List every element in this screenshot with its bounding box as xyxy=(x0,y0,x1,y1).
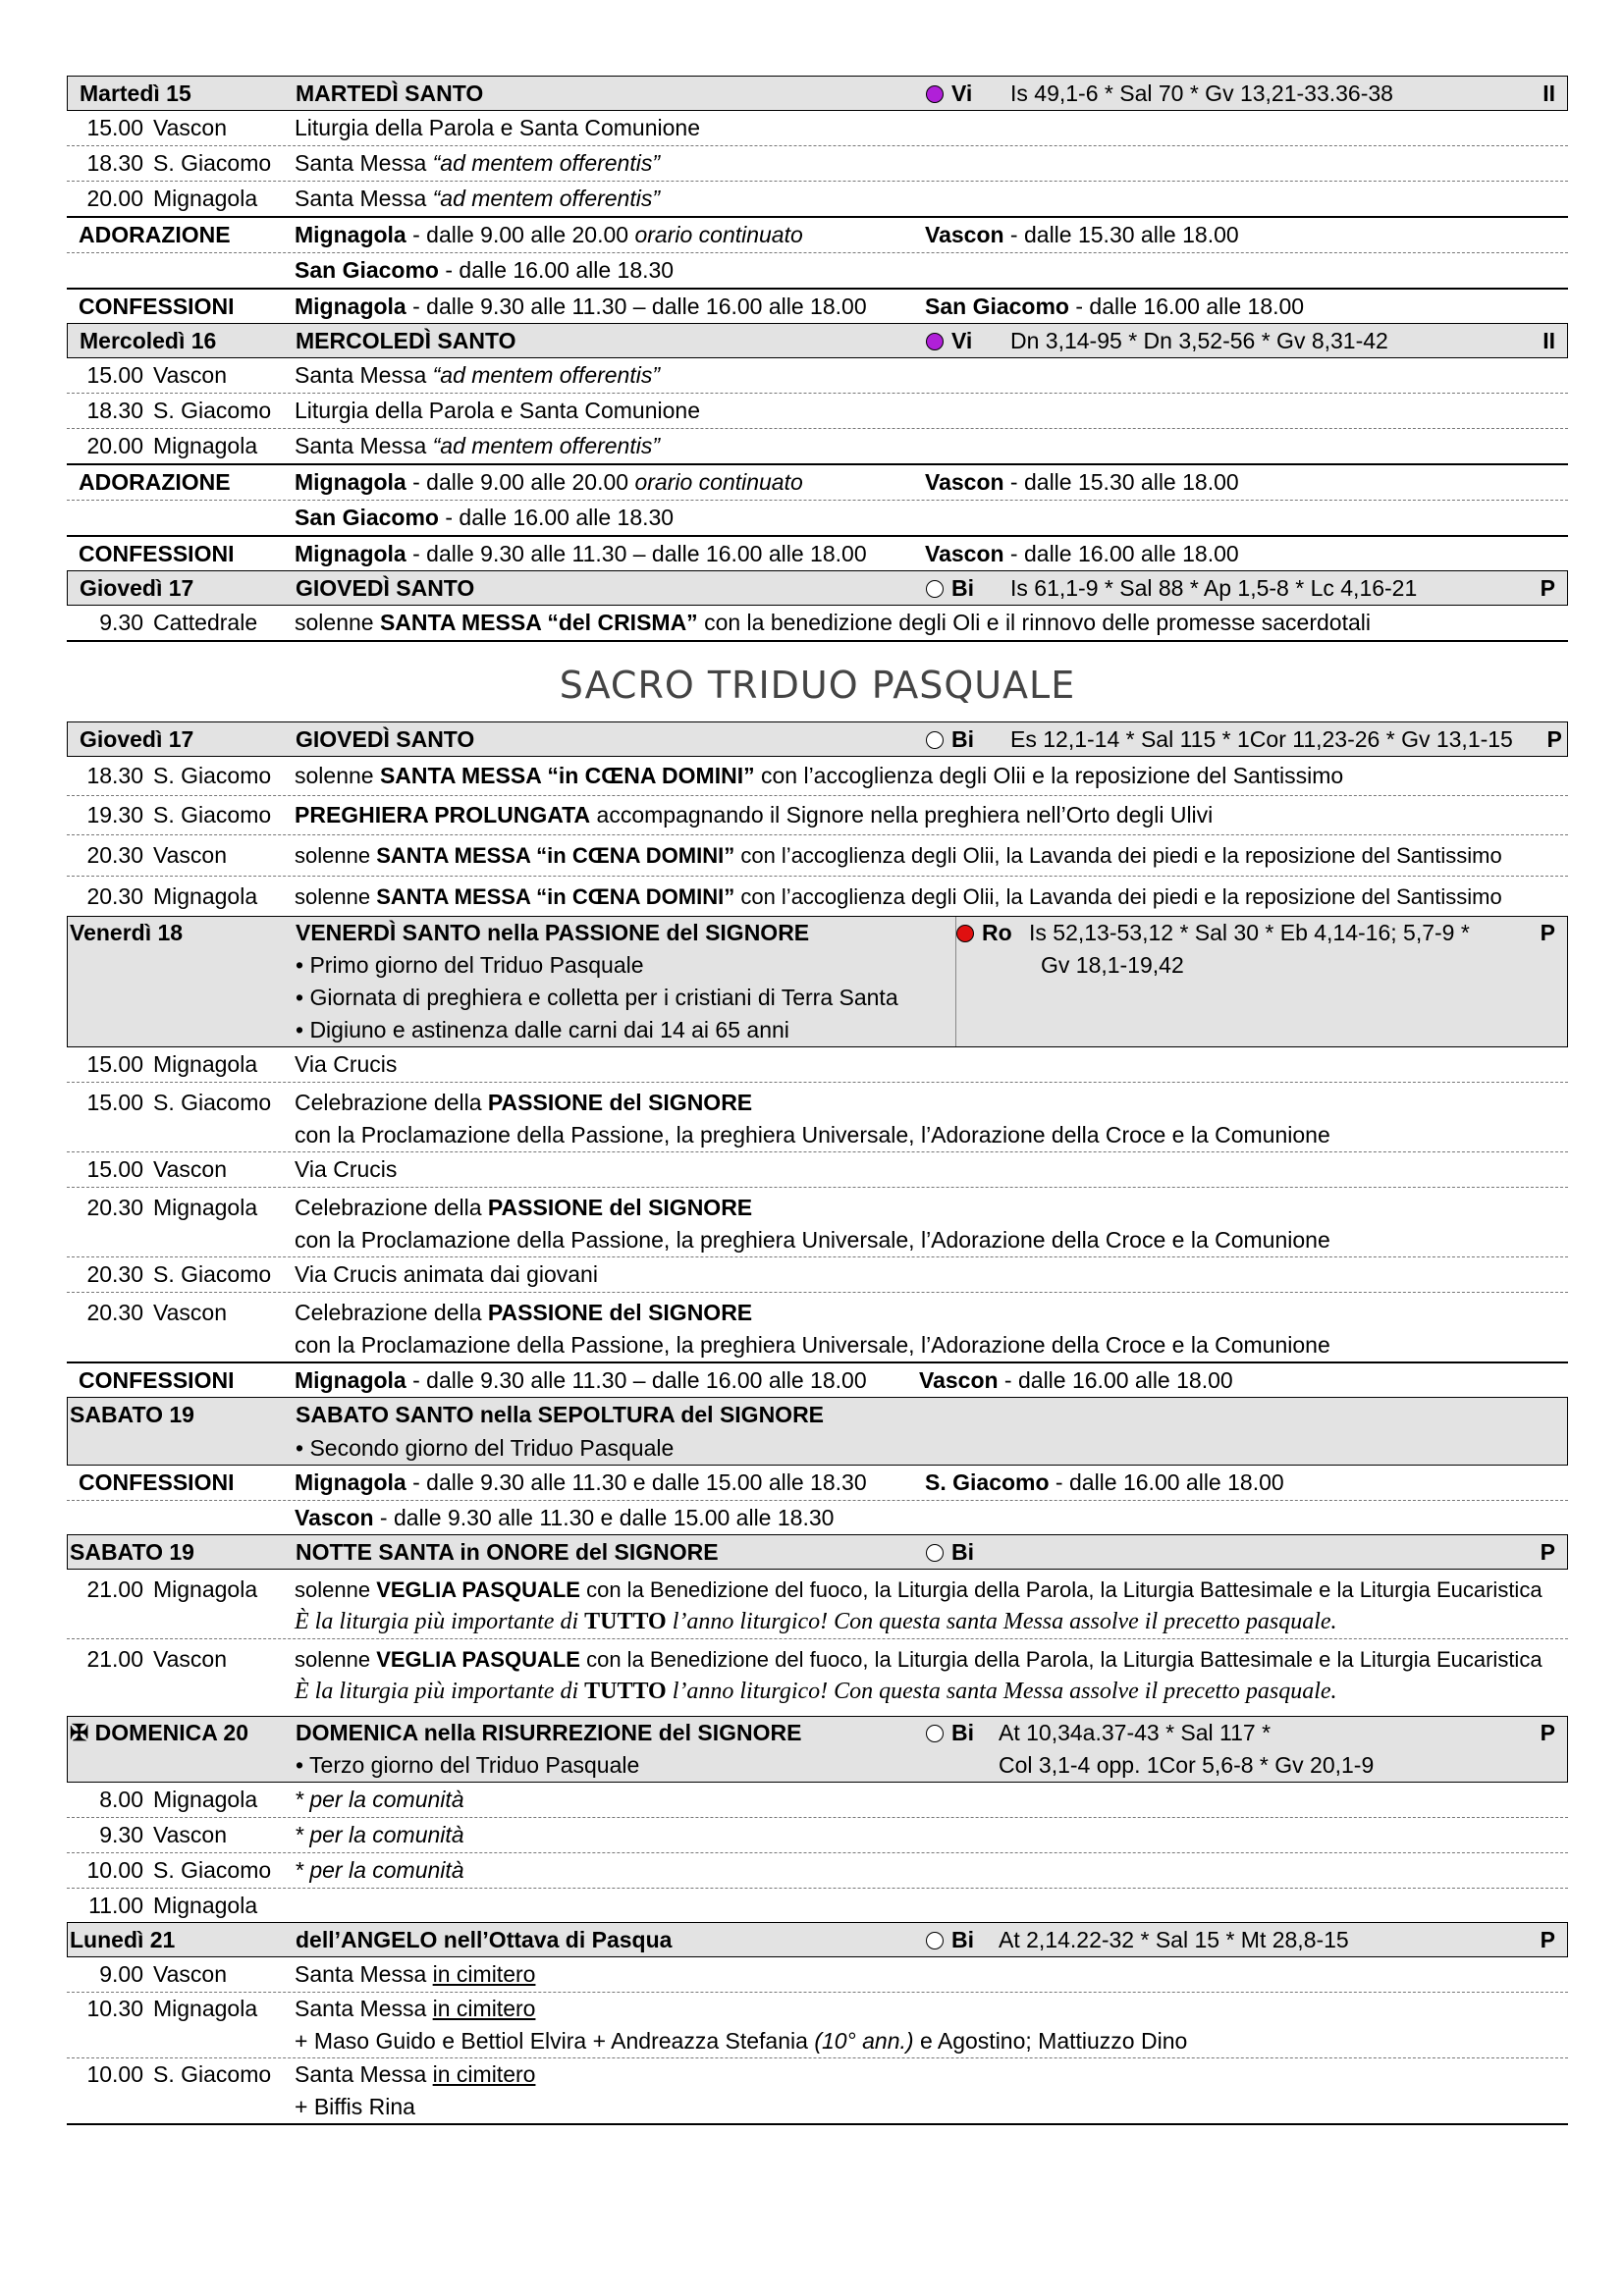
adoration-place: Vascon xyxy=(925,222,1004,247)
event-title: PREGHIERA PROLUNGATA xyxy=(295,802,591,828)
mass-intention: * per la comunità xyxy=(295,1857,464,1883)
liturgical-color: Bi xyxy=(951,1539,974,1565)
red-color-dot-icon xyxy=(956,925,974,942)
liturgical-color: Ro xyxy=(982,920,1012,945)
adoration-time: - dalle 9.00 alle 20.00 xyxy=(406,469,635,495)
adoration-time: - dalle 16.00 alle 18.30 xyxy=(438,505,675,530)
adoration-time: - dalle 15.30 alle 18.00 xyxy=(1003,469,1239,495)
event-title: PASSIONE del SIGNORE xyxy=(487,1195,753,1220)
confessions-label: CONFESSIONI xyxy=(79,1469,235,1495)
confession-place: San Giacomo xyxy=(925,294,1069,319)
event-place: Mignagola xyxy=(153,1996,258,2021)
event-row xyxy=(67,1889,1568,1923)
day-note: • Secondo giorno del Triduo Pasquale xyxy=(296,1435,675,1461)
day-label: Lunedì 21 xyxy=(70,1927,176,1952)
liturgical-color: Vi xyxy=(951,328,973,353)
day-header-friday xyxy=(67,916,1568,1047)
readings: Col 3,1-4 opp. 1Cor 5,6-8 * Gv 20,1-9 xyxy=(999,1752,1375,1778)
event-detail: con la Proclamazione della Passione, la preghiera Universale, l’Adorazione della Croce e la Comunione xyxy=(295,1227,1330,1253)
confession-time: - dalle 9.30 alle 11.30 e dalle 15.00 alle 18.30 xyxy=(406,1469,867,1495)
event-place: Vascon xyxy=(153,842,228,868)
confessions-row xyxy=(67,1363,1568,1398)
confessions-row xyxy=(67,537,1568,571)
liturgical-color: Bi xyxy=(951,726,974,752)
event-place: Cattedrale xyxy=(153,610,258,635)
event-row xyxy=(67,429,1568,465)
readings: Is 52,13-53,12 * Sal 30 * Eb 4,14-16; 5,7-9 * xyxy=(1029,920,1470,945)
event-text: Liturgia della Parola e Santa Comunione xyxy=(295,115,700,140)
day-header-tuesday xyxy=(67,76,1568,111)
event-title: PASSIONE del SIGNORE xyxy=(487,1090,753,1115)
event-text: Via Crucis animata dai giovani xyxy=(295,1261,598,1287)
event-title: SANTA MESSA “in CŒNA DOMINI” xyxy=(376,884,735,909)
white-color-dot-icon xyxy=(926,1725,944,1742)
mass-intention: * per la comunità xyxy=(295,1822,464,1847)
event-detail: con la Proclamazione della Passione, la preghiera Universale, l’Adorazione della Croce e la Comunione xyxy=(295,1122,1330,1148)
adoration-row xyxy=(67,253,1568,290)
confessions-label: CONFESSIONI xyxy=(79,1367,235,1393)
event-text: Via Crucis xyxy=(295,1156,398,1182)
event-row: 21.00 Mignagola solenne VEGLIA PASQUALE con la Benedizione del fuoco, la Liturgia della Parola, la Liturgia Battesimale e la Liturgia Eucaristica È la liturgia più importante di TUTTO l’anno liturgico! Con questa santa Messa assolve il precetto pasquale. xyxy=(67,1570,1568,1639)
event-place: Mignagola xyxy=(153,1195,258,1220)
mass-intention: “ad mentem offerentis” xyxy=(432,362,661,388)
event-time: 15.00 xyxy=(86,362,143,388)
event-row xyxy=(67,1047,1568,1083)
adoration-time: - dalle 9.00 alle 20.00 xyxy=(406,222,635,247)
confessions-label: CONFESSIONI xyxy=(79,294,235,319)
feast-title: DOMENICA nella RISURREZIONE del SIGNORE xyxy=(296,1720,802,1745)
confession-place: Mignagola xyxy=(295,541,406,566)
event-row xyxy=(67,1783,1568,1818)
event-title: SANTA MESSA “in CŒNA DOMINI” xyxy=(379,763,755,788)
psalter-week: P xyxy=(1540,575,1555,601)
event-time: 15.00 xyxy=(86,1090,143,1115)
day-note: • Digiuno e astinenza dalle carni dai 14 ai 65 anni xyxy=(296,1017,789,1042)
event-place: S. Giacomo xyxy=(153,1857,272,1883)
readings: At 10,34a.37-43 * Sal 117 * xyxy=(999,1720,1272,1745)
white-color-dot-icon xyxy=(926,1544,944,1562)
event-text: Santa Messa xyxy=(295,362,427,388)
event-text: Santa Messa xyxy=(295,2061,433,2087)
event-place: S. Giacomo xyxy=(153,1261,272,1287)
event-text: Santa Messa xyxy=(295,433,427,458)
feast-title: GIOVEDÌ SANTO xyxy=(296,575,475,601)
feast-title: NOTTE SANTA in ONORE del SIGNORE xyxy=(296,1539,719,1565)
event-time: 8.00 xyxy=(99,1787,143,1812)
liturgical-color: Bi xyxy=(951,575,974,601)
readings: Gv 18,1-19,42 xyxy=(1041,952,1184,978)
event-row: 18.30 S. Giacomo solenne SANTA MESSA “in CŒNA DOMINI” con l’accoglienza degli Olii e la reposizione del Santissimo xyxy=(67,757,1568,796)
confession-time: - dalle 9.30 alle 11.30 – dalle 16.00 alle 18.00 xyxy=(406,1367,867,1393)
event-row xyxy=(67,146,1568,182)
readings: Is 61,1-9 * Sal 88 * Ap 1,5-8 * Lc 4,16-21 xyxy=(1010,575,1418,601)
event-place: S. Giacomo xyxy=(153,150,272,176)
adoration-place: Vascon xyxy=(925,469,1004,495)
confession-place: Mignagola xyxy=(295,1469,406,1495)
psalter-week: II xyxy=(1543,80,1555,106)
feast-title: SABATO SANTO nella SEPOLTURA del SIGNORE xyxy=(296,1402,825,1427)
event-row xyxy=(67,1818,1568,1853)
confession-time: - dalle 9.30 alle 11.30 – dalle 16.00 alle 18.00 xyxy=(406,541,867,566)
event-text: Santa Messa xyxy=(295,186,427,211)
event-row xyxy=(67,1257,1568,1293)
event-row: 20.30 Mignagola Celebrazione della PASSIONE del SIGNORE con la Proclamazione della Passione, la preghiera Universale, l’Adorazione della Croce e la Comunione xyxy=(67,1188,1568,1257)
adoration-label: ADORAZIONE xyxy=(79,469,231,495)
violet-color-dot-icon xyxy=(926,333,944,350)
adoration-place: Mignagola xyxy=(295,222,406,247)
event-place: Vascon xyxy=(153,1961,228,1987)
event-row: 10.30 Mignagola Santa Messa in cimitero + Maso Guido e Bettiol Elvira + Andreazza Stefania (10° ann.) e Agostino; Mattiuzzo Dino xyxy=(67,1993,1568,2058)
adoration-time: - dalle 16.00 alle 18.30 xyxy=(438,257,675,283)
psalter-week: P xyxy=(1540,1720,1555,1745)
day-note: • Terzo giorno del Triduo Pasquale xyxy=(296,1752,640,1778)
event-time: 18.30 xyxy=(86,150,143,176)
day-header-holy-night xyxy=(67,1534,1568,1570)
event-place: Vascon xyxy=(153,1822,228,1847)
adoration-row xyxy=(67,465,1568,501)
day-header-wednesday xyxy=(67,323,1568,358)
event-place: Mignagola xyxy=(153,433,258,458)
day-label: Martedì 15 xyxy=(80,80,191,106)
event-place: Mignagola xyxy=(153,1787,258,1812)
white-color-dot-icon xyxy=(926,1932,944,1949)
confession-place: Vascon xyxy=(925,541,1004,566)
confession-place: S. Giacomo xyxy=(925,1469,1050,1495)
event-time: 15.00 xyxy=(86,115,143,140)
day-header-thursday xyxy=(67,721,1568,757)
event-time: 20.30 xyxy=(86,1195,143,1220)
adoration-note: orario continuato xyxy=(634,222,803,247)
day-note: • Giornata di preghiera e colletta per i cristiani di Terra Santa xyxy=(296,985,898,1010)
event-time: 18.30 xyxy=(86,763,143,788)
day-label: Venerdì 18 xyxy=(70,920,184,945)
event-time: 20.30 xyxy=(86,1300,143,1325)
liturgical-color: Vi xyxy=(951,80,973,106)
day-label: Giovedì 17 xyxy=(80,726,194,752)
confessions-label: CONFESSIONI xyxy=(79,541,235,566)
confessions-row xyxy=(67,1501,1568,1535)
event-time: 20.30 xyxy=(86,883,143,909)
day-header-sunday xyxy=(67,1716,1568,1783)
event-row: 21.00 Vascon solenne VEGLIA PASQUALE con la Benedizione del fuoco, la Liturgia della Parola, la Liturgia Battesimale e la Liturgia Eucaristica È la liturgia più importante di TUTTO l’anno liturgico! Con questa santa Messa assolve il precetto pasquale. xyxy=(67,1639,1568,1708)
event-row: 20.30 Mignagola solenne SANTA MESSA “in CŒNA DOMINI” con l’accoglienza degli Olii, la Lavanda dei piedi e la reposizione del Santissimo xyxy=(67,877,1568,917)
event-row: 15.00 S. Giacomo Celebrazione della PASSIONE del SIGNORE con la Proclamazione della Passione, la preghiera Universale, l’Adorazione della Croce e la Comunione xyxy=(67,1083,1568,1152)
psalter-week: P xyxy=(1540,920,1555,945)
event-title: SANTA MESSA “del CRISMA” xyxy=(379,610,698,635)
event-text: Santa Messa xyxy=(295,1961,433,1987)
event-time: 9.30 xyxy=(99,610,143,635)
event-time: 10.00 xyxy=(86,1857,143,1883)
event-row xyxy=(67,1957,1568,1993)
event-place: Vascon xyxy=(153,362,228,388)
confession-time: - dalle 16.00 alle 18.00 xyxy=(1049,1469,1284,1495)
event-place: S. Giacomo xyxy=(153,802,272,828)
day-label: DOMENICA 20 xyxy=(94,1720,249,1745)
adoration-place: San Giacomo xyxy=(295,505,439,530)
event-place: Vascon xyxy=(153,1156,228,1182)
confession-time: - dalle 9.30 alle 11.30 – dalle 16.00 alle 18.00 xyxy=(406,294,867,319)
event-time: 20.00 xyxy=(86,433,143,458)
event-place: Mignagola xyxy=(153,1893,258,1918)
event-time: 9.00 xyxy=(99,1961,143,1987)
event-time: 10.30 xyxy=(86,1996,143,2021)
psalter-week: P xyxy=(1540,1539,1555,1565)
liturgical-color: Bi xyxy=(951,1927,974,1952)
event-time: 9.30 xyxy=(99,1822,143,1847)
feast-title: dell’ANGELO nell’Ottava di Pasqua xyxy=(296,1927,673,1952)
deceased-names: + Biffis Rina xyxy=(295,2094,415,2119)
event-place: Mignagola xyxy=(153,1051,258,1077)
event-row xyxy=(67,358,1568,394)
event-row xyxy=(67,182,1568,218)
day-header-monday xyxy=(67,1922,1568,1957)
liturgical-color: Bi xyxy=(951,1720,974,1745)
event-row xyxy=(67,2058,1568,2125)
day-label: SABATO 19 xyxy=(70,1539,194,1565)
adoration-place: San Giacomo xyxy=(295,257,439,283)
adoration-label: ADORAZIONE xyxy=(79,222,231,247)
event-time: 18.30 xyxy=(86,398,143,423)
mass-intention: “ad mentem offerentis” xyxy=(432,150,661,176)
event-row: 9.30 Cattedrale solenne SANTA MESSA “del CRISMA” con la benedizione degli Oli e il rinnovo delle promesse sacerdotali xyxy=(67,606,1568,642)
confession-place: Mignagola xyxy=(295,1367,406,1393)
event-place: Mignagola xyxy=(153,1576,258,1602)
cross-icon: ✠ xyxy=(70,1720,89,1745)
mass-intention: “ad mentem offerentis” xyxy=(432,433,661,458)
psalter-week: P xyxy=(1540,1927,1555,1952)
day-label: Giovedì 17 xyxy=(80,575,194,601)
day-label: SABATO 19 xyxy=(70,1402,194,1427)
confession-place: Vascon xyxy=(295,1505,374,1530)
psalter-week: II xyxy=(1543,328,1555,353)
event-time: 20.30 xyxy=(86,842,143,868)
event-location: in cimitero xyxy=(432,2061,536,2087)
mass-intention: “ad mentem offerentis” xyxy=(432,186,661,211)
readings: At 2,14.22-32 * Sal 15 * Mt 28,8-15 xyxy=(999,1927,1349,1952)
event-place: S. Giacomo xyxy=(153,2061,272,2087)
event-title: SANTA MESSA “in CŒNA DOMINI” xyxy=(376,843,735,868)
day-header-thursday-morning xyxy=(67,570,1568,606)
feast-title: GIOVEDÌ SANTO xyxy=(296,726,475,752)
day-note: • Primo giorno del Triduo Pasquale xyxy=(296,952,644,978)
event-row xyxy=(67,394,1568,429)
feast-title: VENERDÌ SANTO nella PASSIONE del SIGNORE xyxy=(296,920,810,945)
white-color-dot-icon xyxy=(926,580,944,598)
event-time: 15.00 xyxy=(86,1156,143,1182)
section-title: SACRO TRIDUO PASQUALE xyxy=(559,664,1076,707)
adoration-place: Mignagola xyxy=(295,469,406,495)
event-row: 20.30 Vascon Celebrazione della PASSIONE del SIGNORE con la Proclamazione della Passione, la preghiera Universale, l’Adorazione della Croce e la Comunione xyxy=(67,1293,1568,1363)
event-place: Mignagola xyxy=(153,186,258,211)
confession-place: Mignagola xyxy=(295,294,406,319)
event-row: 19.30 S. Giacomo PREGHIERA PROLUNGATA accompagnando il Signore nella preghiera nell’Orto degli Ulivi xyxy=(67,796,1568,835)
event-time: 10.00 xyxy=(86,2061,143,2087)
event-location: in cimitero xyxy=(432,1996,536,2021)
event-text: Santa Messa xyxy=(295,150,427,176)
confession-time: - dalle 16.00 alle 18.00 xyxy=(1003,541,1239,566)
event-detail: con la Proclamazione della Passione, la preghiera Universale, l’Adorazione della Croce e la Comunione xyxy=(295,1332,1330,1358)
event-place: S. Giacomo xyxy=(153,763,272,788)
event-time: 21.00 xyxy=(86,1646,143,1672)
psalter-week: P xyxy=(1546,726,1562,752)
event-text: Via Crucis xyxy=(295,1051,398,1077)
event-title: PASSIONE del SIGNORE xyxy=(487,1300,753,1325)
confessions-row xyxy=(67,1466,1568,1501)
deceased-names: + Maso Guido e Bettiol Elvira + Andreazza Stefania xyxy=(295,2028,815,2054)
parish-calendar xyxy=(67,77,1568,2125)
confession-time: - dalle 16.00 alle 18.00 xyxy=(998,1367,1233,1393)
adoration-row xyxy=(67,218,1568,253)
feast-title: MARTEDÌ SANTO xyxy=(296,80,484,106)
event-row: 20.30 Vascon solenne SANTA MESSA “in CŒNA DOMINI” con l’accoglienza degli Olii, la Lavanda dei piedi e la reposizione del Santissimo xyxy=(67,835,1568,877)
event-time: 11.00 xyxy=(88,1893,143,1918)
event-place: Vascon xyxy=(153,115,228,140)
readings: Dn 3,14-95 * Dn 3,52-56 * Gv 8,31-42 xyxy=(1010,328,1388,353)
confessions-row xyxy=(67,290,1568,324)
event-time: 21.00 xyxy=(86,1576,143,1602)
readings: Es 12,1-14 * Sal 115 * 1Cor 11,23-26 * Gv 13,1-15 xyxy=(1010,726,1513,752)
readings: Is 49,1-6 * Sal 70 * Gv 13,21-33.36-38 xyxy=(1010,80,1393,106)
event-time: 20.00 xyxy=(86,186,143,211)
event-place: Mignagola xyxy=(153,883,258,909)
event-row xyxy=(67,1853,1568,1889)
event-row xyxy=(67,111,1568,146)
event-place: Vascon xyxy=(153,1300,228,1325)
event-place: S. Giacomo xyxy=(153,398,272,423)
day-label: Mercoledì 16 xyxy=(80,328,217,353)
event-title: VEGLIA PASQUALE xyxy=(376,1577,580,1602)
confession-time: - dalle 16.00 alle 18.00 xyxy=(1068,294,1305,319)
feast-title: MERCOLEDÌ SANTO xyxy=(296,328,516,353)
adoration-time: - dalle 15.30 alle 18.00 xyxy=(1003,222,1239,247)
event-time: 19.30 xyxy=(86,802,143,828)
event-row xyxy=(67,1152,1568,1188)
event-title: VEGLIA PASQUALE xyxy=(376,1647,580,1672)
event-text: Liturgia della Parola e Santa Comunione xyxy=(295,398,700,423)
event-text: Santa Messa xyxy=(295,1996,433,2021)
day-header-saturday xyxy=(67,1397,1568,1466)
white-color-dot-icon xyxy=(926,731,944,749)
event-time: 15.00 xyxy=(86,1051,143,1077)
adoration-note: orario continuato xyxy=(634,469,803,495)
event-location: in cimitero xyxy=(432,1961,536,1987)
adoration-row xyxy=(67,501,1568,537)
event-place: S. Giacomo xyxy=(153,1090,272,1115)
event-place: Vascon xyxy=(153,1646,228,1672)
violet-color-dot-icon xyxy=(926,85,944,103)
event-time: 20.30 xyxy=(86,1261,143,1287)
confession-time: - dalle 9.30 alle 11.30 e dalle 15.00 alle 18.30 xyxy=(373,1505,835,1530)
mass-intention: * per la comunità xyxy=(295,1787,464,1812)
confession-place: Vascon xyxy=(919,1367,999,1393)
